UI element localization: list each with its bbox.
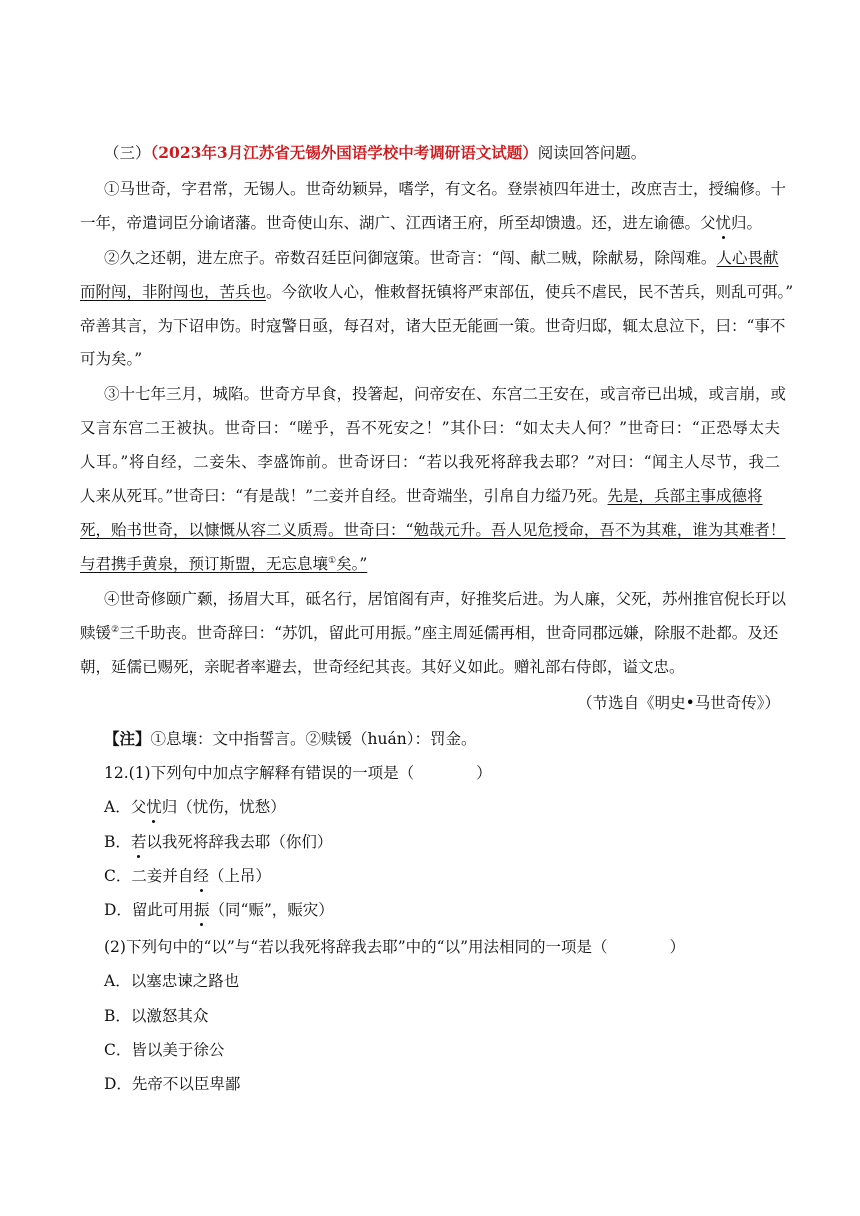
passage-line: 而附闯，非附闯也，苦兵也。今欲收人心，惟敕督抚镇将严束部伍，使兵不虐民，民不苦兵，则乱可弭。” xyxy=(80,283,794,301)
dotted-char: 忧 xyxy=(146,798,162,816)
underlined-sentence: 先是，兵部主事成德将 xyxy=(607,487,763,505)
passage-line: ①马世奇，字君常，无锡人。世奇幼颖异，嗜学，有文名。登崇祯四年进士，改庶吉士，授编修。十 xyxy=(104,180,787,198)
option-a: A．以塞忠谏之路也 xyxy=(104,972,240,990)
underlined-sentence: 死，贻书世奇，以慷慨从容二义质焉。世奇曰：“勉哉元升。吾人见危授命，吾不为其难，谁为其难者！ xyxy=(80,521,786,539)
passage-line: 赎锾②三千助丧。世奇辞曰：“苏饥，留此可用振。”座主周延儒再相，世奇同郡远嫌，除服不赴都。及还 xyxy=(80,624,779,642)
passage-line: ④世奇修颐广颡，扬眉大耳，砥名行，居馆阁有声，好推奖后进。为人廉，父死，苏州推官倪长玗以 xyxy=(104,590,787,608)
option-d: D．留此可用振（同“赈”，赈灾） xyxy=(104,901,334,919)
option-b: B．若以我死将辞我去耶（你们） xyxy=(104,833,333,851)
underlined-sentence: 与君携手黄泉，预订斯盟，无忘息壤①矣。” xyxy=(80,555,368,573)
section-instruction: 阅读回答问题。 xyxy=(537,144,647,162)
question-stem: (2)下列句中的“以”与“若以我死将辞我去耶”中的“以”用法相同的一项是（ ） xyxy=(104,938,686,956)
underlined-sentence: 人心畏献 xyxy=(716,249,779,267)
passage-line: 帝善其言，为下诏申饬。时寇警日亟，每召对，诸大臣无能画一策。世奇归邸，辄太息泣下，曰：“事不 xyxy=(80,317,786,335)
section-number: （三） xyxy=(104,144,151,162)
passage-line: ③十七年三月，城陷。世奇方早食，投箸起，问帝安在、东宫二王安在，或言帝已出城，或言崩，或 xyxy=(104,385,787,403)
passage-line: 朝，延儒已赐死，亲昵者率避去，世奇经纪其丧。其好义如此。赠礼部右侍郎，谥文忠。 xyxy=(80,658,685,676)
footnote-label: 【注】 xyxy=(104,729,151,748)
option-d: D．先帝不以臣卑鄙 xyxy=(104,1075,241,1093)
underlined-sentence: 而附闯，非附闯也，苦兵也 xyxy=(80,283,267,301)
footnote-marker: ① xyxy=(328,555,337,566)
passage-line xyxy=(80,519,786,541)
dotted-char: 经 xyxy=(193,867,209,885)
passage-line: 又言东宫二王被执。世奇曰：“嗟乎，吾不死安之！”其仆曰：“如太夫人何？”世奇曰：“正恐辱太夫 xyxy=(80,419,780,437)
dotted-char: 若 xyxy=(130,833,147,851)
source-note: （节选自《明史•马世奇传》） xyxy=(577,694,780,712)
passage-line: 人耳。”将自经，二妾朱、李盛饰前。世奇讶曰：“若以我死将辞我去耶？”对曰：“闻主人尽节，我二 xyxy=(80,453,780,471)
dotted-char: 忧 xyxy=(715,214,732,232)
option-c: C．皆以美于徐公 xyxy=(104,1041,225,1059)
dotted-char: 振 xyxy=(193,901,210,919)
option-c: C．二妾并自经（上吊） xyxy=(104,867,271,885)
passage-line xyxy=(80,553,780,575)
passage-line: 人来从死耳。”世奇曰：“有是哉！”二妾并自经。世奇端坐，引帛自力缢乃死。先是，兵部主事成德将 xyxy=(80,487,763,505)
section-heading xyxy=(104,142,804,164)
option-a: A．父忧归（忧伤，忧愁） xyxy=(104,798,286,816)
footnote-marker: ② xyxy=(111,624,120,635)
question-stem: 12.(1)下列句中加点字解释有错误的一项是（ ） xyxy=(104,764,492,782)
footnotes: 【注】①息壤：文中指誓言。②赎锾（huán）：罚金。 xyxy=(104,729,477,748)
passage-line: ②久之还朝，进左庶子。帝数召廷臣问御寇策。世奇言：“闯、献二贼，除献易，除闯难。人心畏献 xyxy=(104,249,779,267)
source-citation: （2023年3月江苏省无锡外国语学校中考调研语文试题） xyxy=(150,143,538,162)
passage-line: 可为矣。” xyxy=(80,350,143,368)
passage-line: 一年，帝遣词臣分谕诸藩。世奇使山东、湖广、江西诸王府，所至却馈遗。还，进左谕德。父忧归。 xyxy=(80,214,763,232)
option-b: B．以激怒其众 xyxy=(104,1007,209,1025)
